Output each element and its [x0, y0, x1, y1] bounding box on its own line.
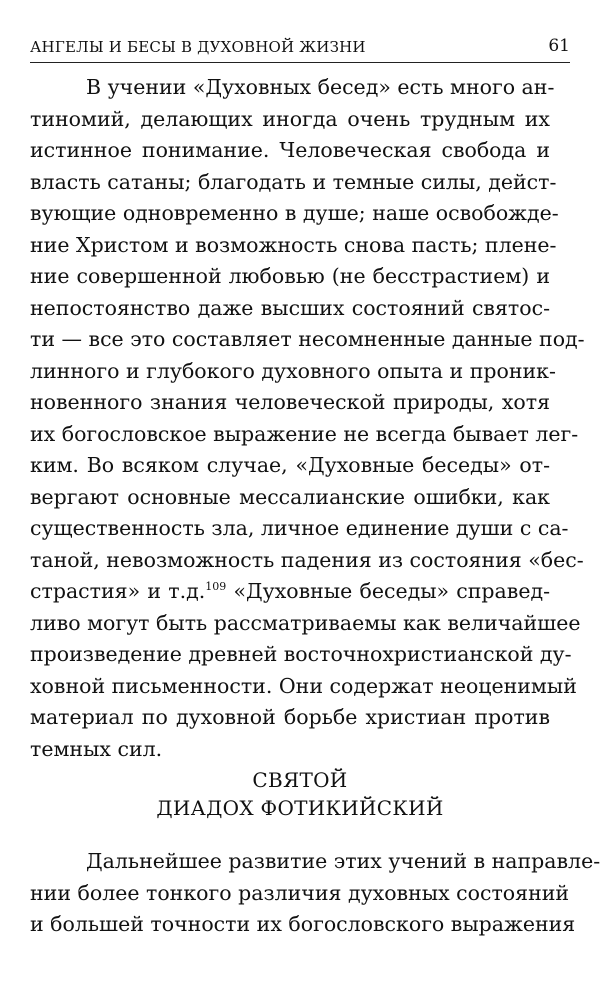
- paragraph-1: [30, 72, 585, 765]
- text-line: линного и глубокого духовного опыта и проник-: [30, 358, 556, 383]
- text-fragment: «Духовные беседы» справед-: [226, 579, 550, 603]
- paragraph-2: [30, 846, 600, 941]
- text-line: ние Христом и возможность снова пасть; плене-: [30, 232, 557, 257]
- running-title: АНГЕЛЫ И БЕСЫ В ДУХОВНОЙ ЖИЗНИ: [30, 38, 366, 56]
- text-line: и большей точности их богословского выражения: [30, 912, 576, 936]
- footnote-reference: 109: [205, 580, 227, 593]
- text-line: власть сатаны; благодать и темные силы, дейст-: [30, 169, 557, 194]
- text-line: таной, невозможность падения из состояния «бес-: [30, 547, 584, 572]
- text-line: В учении «Духовных бесед» есть много ан-: [86, 75, 555, 99]
- text-line: ким. Во всяком случае, «Духовные беседы» от-: [30, 453, 550, 477]
- section-heading-line-1: СВЯТОЙ: [252, 768, 348, 792]
- text-line: темных сил.: [30, 736, 163, 761]
- text-line: ние совершенной любовью (не бесстрастием) и: [30, 264, 550, 288]
- running-header: [30, 30, 570, 63]
- text-line: новенного знания человеческой природы, хотя: [30, 390, 550, 414]
- text-fragment: страстия» и т.д.: [30, 579, 206, 603]
- text-line: ховной письменности. Они содержат неоценимый: [30, 673, 577, 698]
- text-line: ти — все это составляет несомненные данные под-: [30, 327, 585, 351]
- text-line: истинное понимание. Человеческая свобода и: [30, 138, 550, 162]
- page-number: 61: [548, 36, 570, 56]
- text-line: тиномий, делающих иногда очень трудным их: [30, 106, 550, 131]
- text-line-with-footnote: [30, 576, 550, 608]
- text-line: непостоянство даже высших состояний святос-: [30, 295, 550, 320]
- text-line: их богословское выражение не всегда бывает лег-: [30, 421, 579, 446]
- text-line: произведение древней восточнохристианской ду-: [30, 642, 572, 666]
- text-line: ливо могут быть рассматриваемы как величайшее: [30, 610, 581, 635]
- text-line: вующие одновременно в душе; наше освобожде-: [30, 201, 559, 225]
- section-heading-line-2: ДИАДОХ ФОТИКИЙСКИЙ: [156, 796, 444, 820]
- text-line: нии более тонкого различия духовных состояний: [30, 880, 570, 905]
- text-line: материал по духовной борьбе христиан против: [30, 705, 550, 729]
- text-line: существенность зла, личное единение души с са-: [30, 516, 569, 540]
- text-line: Дальнейшее развитие этих учений в направле-: [86, 849, 600, 873]
- text-line: вергают основные мессалианские ошибки, как: [30, 484, 550, 509]
